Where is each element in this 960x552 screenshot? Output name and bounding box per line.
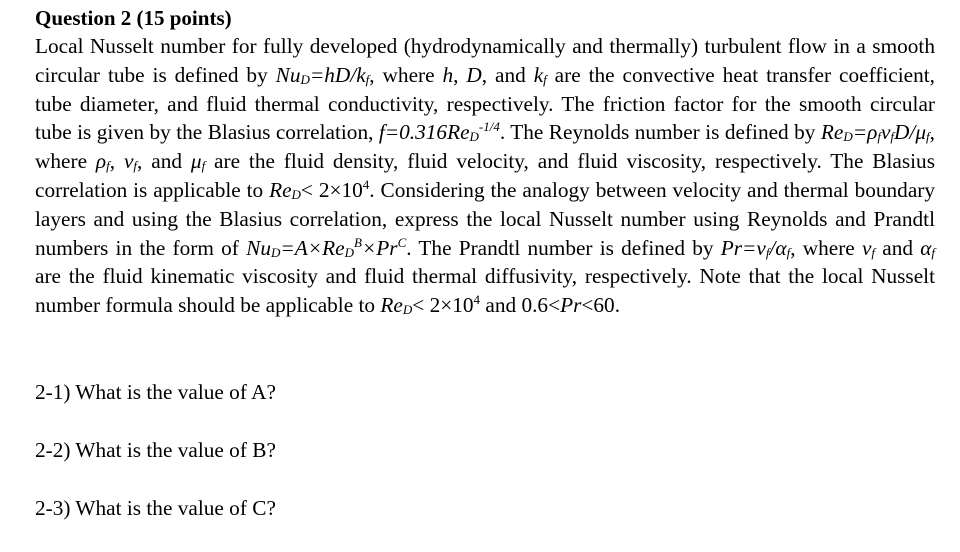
formula-blasius: $f=0.316Re_D^{-1/4}$	[378, 119, 500, 145]
subquestion-2-1: 2-1) What is the value of A?	[35, 380, 276, 404]
text-run: Local Nusselt number for fully developed (hydrodynamically and thermally) turbulent flow in a smooth circular tube is defined by	[35, 34, 935, 87]
formula-final-re: $Re_D$	[380, 293, 413, 318]
question-body: Local Nusselt number for fully developed (hydrodynamically and thermally) turbulent flow in a smooth circular tube is defined by $Nu_D=hD/k_f$, where h, D, and $k_f$ are the convective heat transfer coefficient, tube diameter, and fluid thermal conductivity, respectively. The friction factor for the smooth circular tube is given by the Blasius correlation, $f=0.316Re_D^{-1/4}$. The Reynolds number is defined by $Re_D=\rho_fv_fD/\mu_f$, where $\rho_f$, $v_f$, and $\mu_f$ are the fluid density, fluid velocity, and fluid viscosity, respectively. The Blasius correlation is applicable to $Re_D< 2\times 10^4$. Considering the analogy between velocity and thermal boundary layers and using the Blasius correlation, express the local Nusselt number using Reynolds and Prandtl numbers in the form of $Nu_D=A\times Re_D^B\times Pr^C$. The Prandtl number is defined by $Pr=\nu_f/\alpha_f$, where $\nu_f$ and $\alpha_f$ are the fluid kinematic viscosity and fluid thermal diffusivity, respectively. Note that the local Nusselt number formula should be applicable to $Re_D< 2\times 10^4$ and 0.6<Pr<60.	[35, 34, 936, 318]
formula-nu-def: $Nu_D=hD/k_f$	[275, 62, 370, 87]
document	[35, 4, 935, 320]
formula-pr-def: $Pr=\nu_f/\alpha_f$	[720, 235, 791, 260]
var-d: D	[466, 62, 482, 87]
question-title: Question 2 (15 points)	[35, 6, 232, 30]
subquestion-2-2: 2-2) What is the value of B?	[35, 438, 276, 462]
var-v: $v_f$	[123, 149, 138, 174]
var-rho: $\rho_f$	[95, 149, 110, 174]
subquestion-2-3: 2-3) What is the value of C?	[35, 496, 276, 520]
var-alpha: $\alpha_f$	[920, 235, 936, 260]
formula-final-pr: Pr	[560, 293, 582, 318]
var-nu-kinematic: $\nu_f$	[861, 235, 876, 260]
formula-re-def: $Re_D=\rho_fv_fD/\mu_f$	[820, 120, 930, 145]
formula-nusselt-form: $Nu_D=A\times Re_D^B\times Pr^C$	[246, 234, 407, 260]
formula-re-limit: $Re_D$	[269, 177, 301, 202]
var-mu: $\mu_f$	[190, 149, 206, 174]
var-h: h	[442, 62, 454, 87]
var-kf: $k_f$	[533, 62, 547, 87]
